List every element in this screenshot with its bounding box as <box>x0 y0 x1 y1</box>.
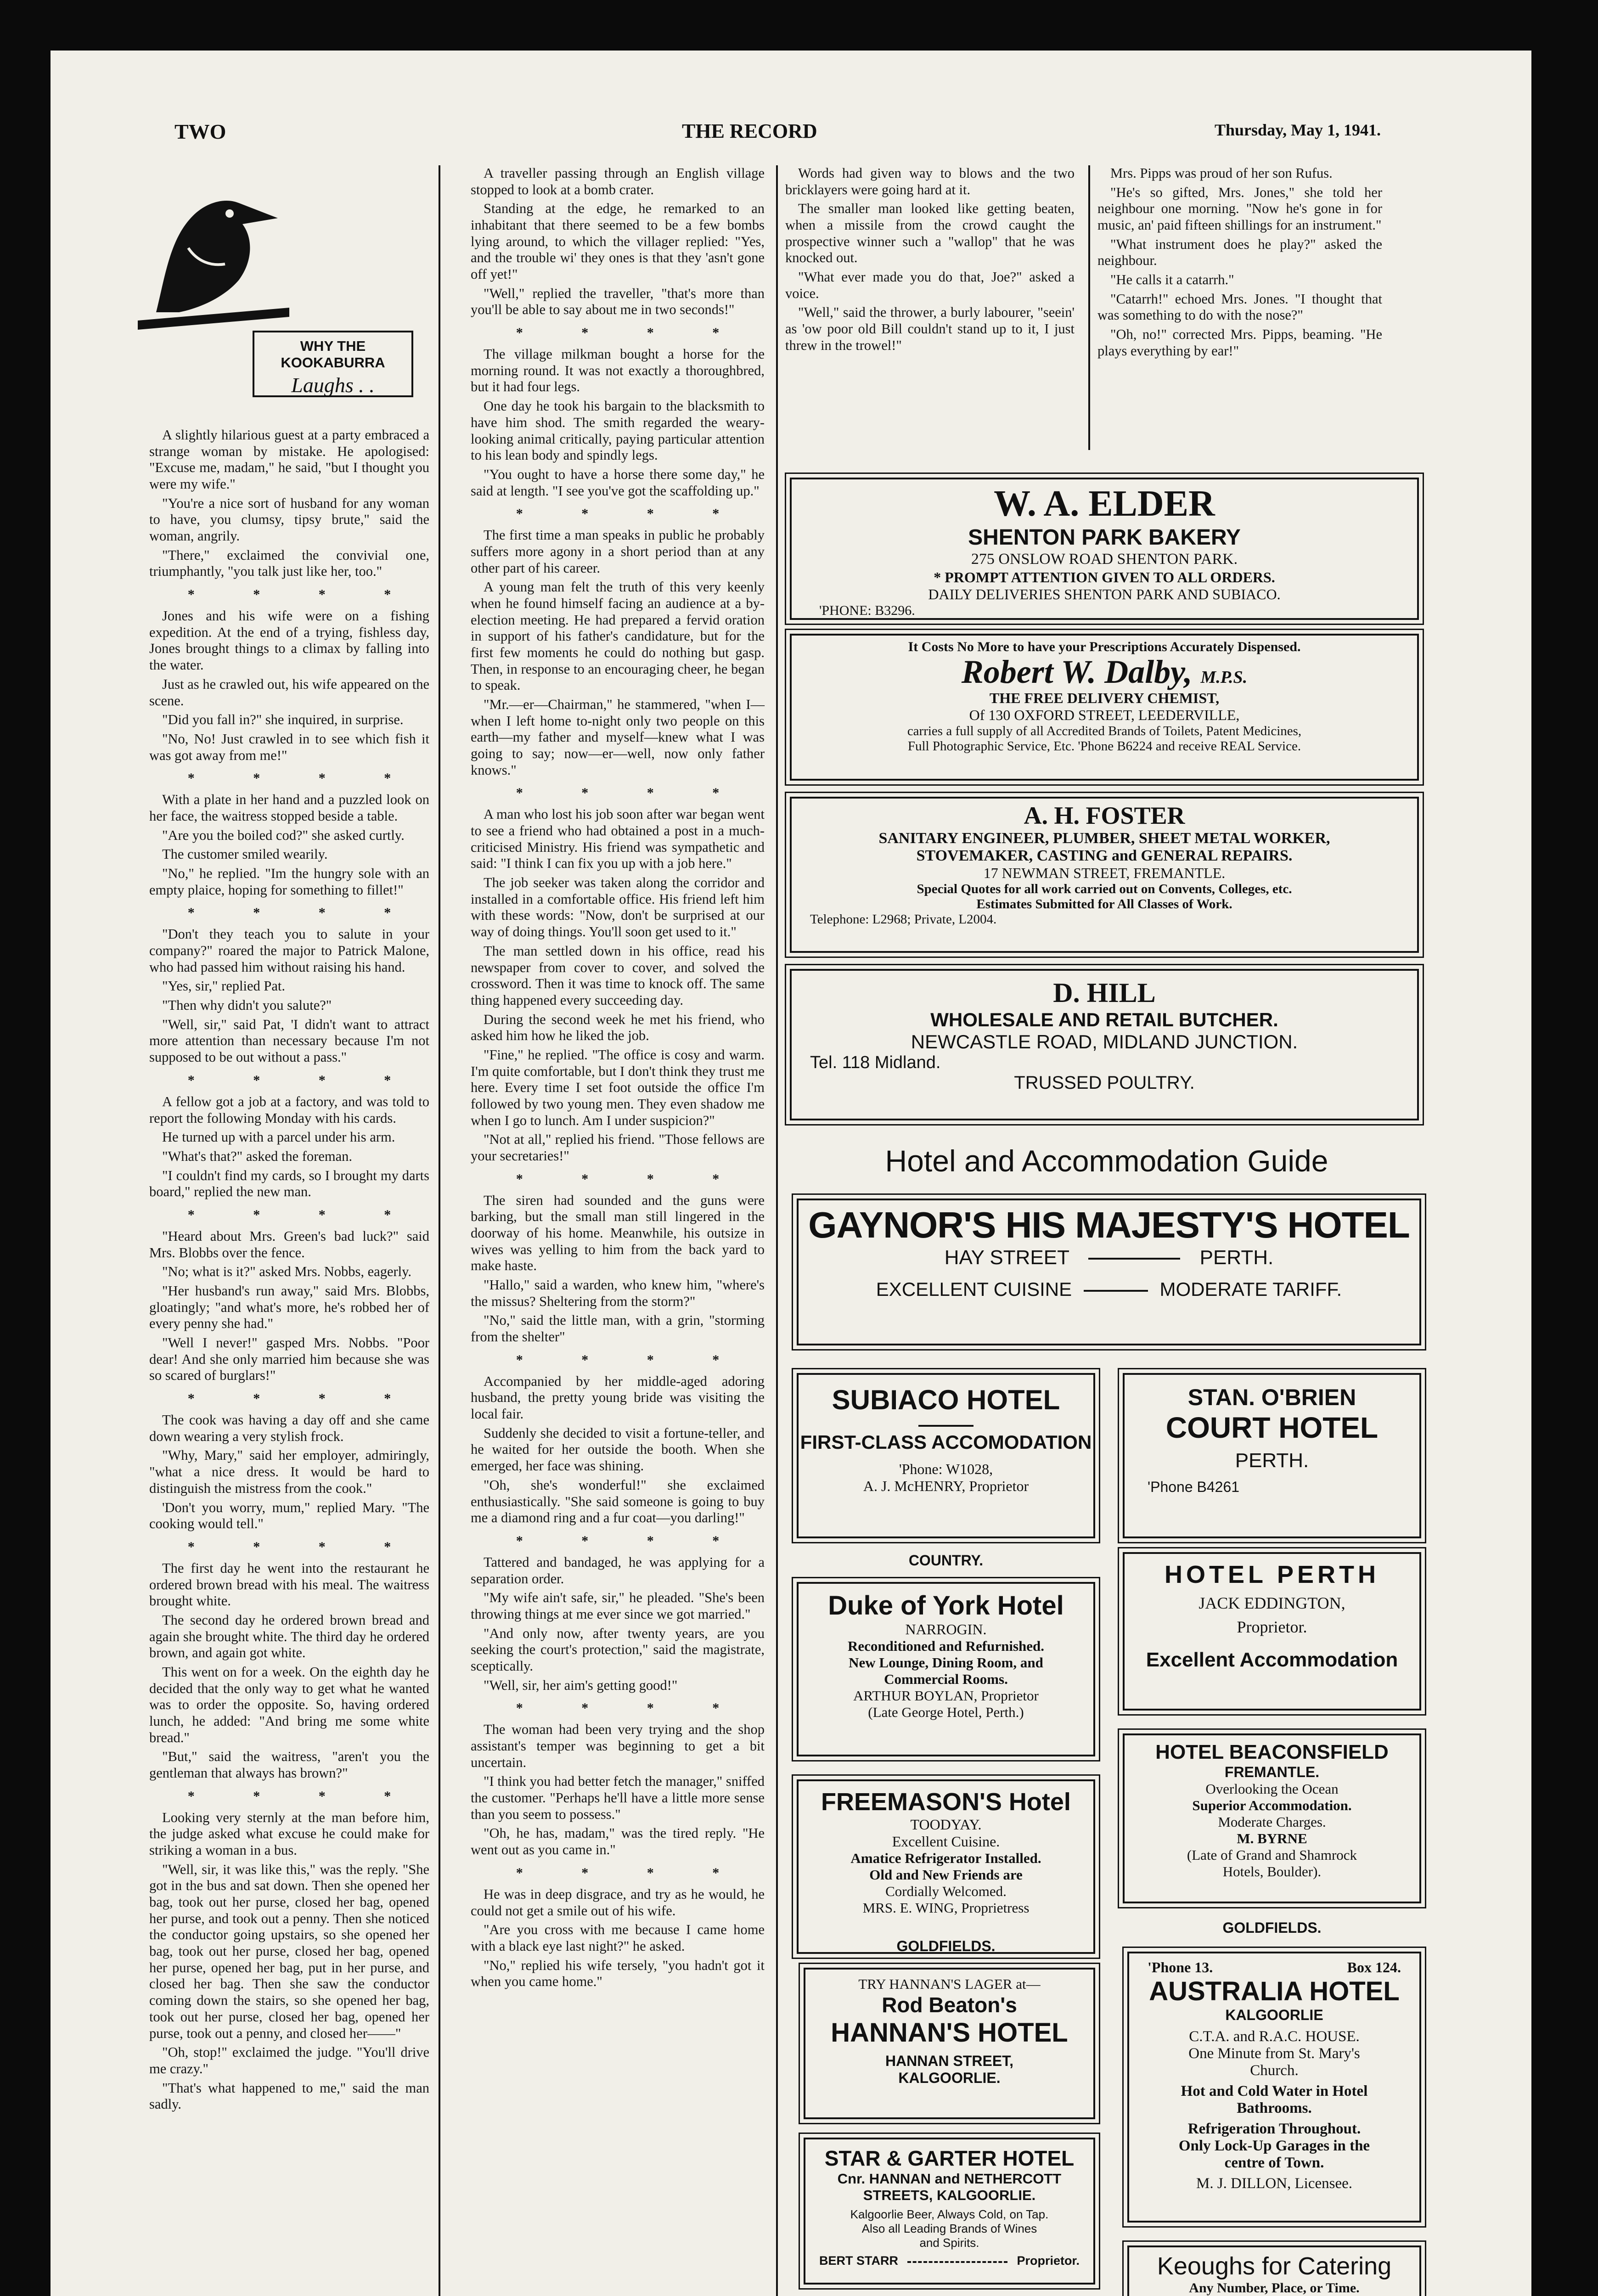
column-rule <box>776 165 778 2296</box>
paragraph: "Are you the boiled cod?" she asked curtly. <box>162 827 405 843</box>
paragraph: "And only now, after twenty years, are you seeking the court's protection," said the magistrate, sceptically. <box>471 1625 765 1674</box>
ad-beaconsfield-name: HOTEL BEACONSFIELD <box>1155 1741 1389 1763</box>
paragraph: "Why, Mary," said her employer, admiringly, "what a nice dress. It would be hard to distinguish the mistress from the cook." <box>149 1447 429 1496</box>
kookaburra-feature <box>133 174 418 409</box>
ad-perth-role: Proprietor. <box>1237 1618 1307 1636</box>
paragraph: "Well, sir, her aim's getting good!" <box>484 1677 678 1693</box>
ad-duke-line1: Reconditioned and Refurnished. <box>847 1638 1045 1654</box>
paragraph: A fellow got a job at a factory, and was told to report the following Monday with his cards. <box>149 1093 429 1126</box>
star-divider: * * * * <box>187 587 419 602</box>
paragraph: The village milkman bought a horse for the morning round. It was not exactly a thoroughbred, but it had four legs. <box>471 346 765 395</box>
ad-court-hotel <box>1123 1373 1421 1538</box>
ad-star-name: STAR & GARTER HOTEL <box>824 2146 1075 2170</box>
paragraph: "No, No! Just crawled in to see which fish it was got away from me!" <box>149 731 429 763</box>
ad-foster <box>790 797 1419 953</box>
paragraph: One day he took his bargain to the blacksmith to have him shod. The smith regarded the weary-looking animal critically, paying particular attention to his lean body and spindly legs. <box>471 398 765 463</box>
ad-star-role: Proprietor. <box>1017 2254 1080 2268</box>
ad-star-line4: Also all Leading Brands of Wines <box>861 2222 1037 2235</box>
guide-heading: Hotel and Accommodation Guide <box>885 1144 1328 1178</box>
paragraph: Jones and his wife were on a fishing expedition. At the end of a trying, fishless day, Jones brought things to a climax by falling into the water. <box>149 608 429 673</box>
paragraph: "That's what happened to me," said the man sadly. <box>149 2080 429 2112</box>
ad-gaynor-name: GAYNOR'S HIS MAJESTY'S HOTEL <box>808 1204 1410 1245</box>
ad-gaynor-city: PERTH. <box>1199 1246 1274 1269</box>
ad-subiaco-hotel <box>797 1373 1095 1538</box>
ad-dalby-quals: M.P.S. <box>1200 668 1248 687</box>
paragraph: "Oh, he has, madam," was the tired reply. "He went out as you came in." <box>471 1825 765 1858</box>
star-divider: * * * * <box>187 905 419 921</box>
star-divider: * * * * <box>516 1171 747 1187</box>
paragraph: "Fine," he replied. "The office is cosy and warm. I'm quite comfortable, but I don't think they trust me here. Every time I set foot outside the office I'm followed by two young men. They even shadow me when I go to lunch. Am I under suspicion?" <box>471 1047 765 1128</box>
ad-australia-line7: Only Lock-Up Garages in the <box>1178 2138 1370 2154</box>
paragraph: During the second week he met his friend, who asked him how he liked the job. <box>471 1011 765 1044</box>
paragraph: "Well, sir, it was like this," was the reply. "She got in the bus and sat down. Then she opened her bag, took out her purse, closed her bag, opened her purse, and took out a penny. Then she noticed the conductor going upstairs, so she opened her bag, took out her purse, closed her bag, opened her purse, opened her bag, put in her purse, and closed her bag. Then she saw the conductor coming down the stairs, so she opened her bag, took out her purse, closed her bag, opened her purse, took out a penny, and closed her——" <box>149 1861 429 2041</box>
ad-star-garter <box>804 2138 1095 2285</box>
ad-elder-address: 275 ONSLOW ROAD SHENTON PARK. <box>971 551 1238 568</box>
paragraph: This went on for a week. On the eighth day he decided that the only way to get what he wanted was to order the opposite. So, having ordered lunch, he added: "And bring me some white bread." <box>149 1664 429 1745</box>
ad-freemason-name: FREEMASON'S Hotel <box>821 1788 1071 1816</box>
star-divider: * * * * <box>516 325 747 341</box>
ad-beaconsfield-line3: Moderate Charges. <box>1218 1814 1326 1830</box>
kookaburra-title: WHY THE KOOKABURRA <box>281 338 385 371</box>
newspaper-page <box>51 51 1531 2296</box>
ad-dalby-line2: Full Photographic Service, Etc. 'Phone B6224 and receive REAL Service. <box>907 738 1301 754</box>
star-divider: * * * * <box>187 1072 419 1088</box>
paragraph: "Yes, sir," replied Pat. <box>162 978 285 994</box>
ad-star-owner: BERT STARR <box>819 2254 898 2268</box>
paragraph: Mrs. Pipps was proud of her son Rufus. <box>1110 165 1333 181</box>
ad-beaconsfield-line1: Overlooking the Ocean <box>1205 1781 1339 1797</box>
star-divider: * * * * <box>516 1533 747 1548</box>
paragraph: Standing at the edge, he remarked to an inhabitant that there seemed to be a few bombs lying around, to which the villager replied: "Yes, and the trouble wi' they ones is that they 'asn't gone off yet!" <box>471 201 765 282</box>
paragraph: A traveller passing through an English village stopped to look at a bomb crater. <box>471 165 765 197</box>
paragraph: "Well I never!" gasped Mrs. Nobbs. "Poor dear! And she only married him because she was so scared of burglars!" <box>149 1335 429 1384</box>
ad-hill <box>790 969 1419 1120</box>
ad-court-line1: STAN. O'BRIEN <box>1187 1384 1356 1410</box>
ad-australia-name: AUSTRALIA HOTEL <box>1149 1976 1400 2006</box>
paragraph: Tattered and bandaged, he was applying for a separation order. <box>471 1554 765 1587</box>
paragraph: The customer smiled wearily. <box>162 846 328 862</box>
paragraph: A young man felt the truth of this very keenly when he found himself facing an audience at a by-election meeting. He had prepared a fervid oration in support of his father's candidature, but for the first few moments he could do nothing but gasp. Then, in response to an encouraging cheer, he began to speak. <box>471 579 765 693</box>
paragraph: "I think you had better fetch the manager," sniffed the customer. "Perhaps he'll have a little more sense than you seem to possess." <box>471 1773 765 1822</box>
ad-hannans-hotel <box>804 1968 1095 2119</box>
kookaburra-icon <box>138 174 289 335</box>
ad-perth-owner: JACK EDDINGTON, <box>1198 1594 1345 1612</box>
paragraph: "Not at all," replied his friend. "Those fellows are your secretaries!" <box>471 1131 765 1164</box>
ad-court-name: COURT HOTEL <box>1165 1411 1379 1444</box>
paragraph: "Heard about Mrs. Green's bad luck?" said Mrs. Blobbs over the fence. <box>149 1228 429 1261</box>
paragraph: "Catarrh!" echoed Mrs. Jones. "I thought that was something to do with the nose?" <box>1097 291 1382 323</box>
ad-gaynor-street: HAY STREET <box>944 1246 1069 1269</box>
ad-australia-town: KALGOORLIE <box>1225 2007 1323 2023</box>
ad-dalby-name: Robert W. Dalby, <box>961 653 1193 690</box>
paragraph: "What instrument does he play?" asked the neighbour. <box>1097 236 1382 269</box>
ad-beaconsfield-line2: Superior Accommodation. <box>1192 1797 1352 1813</box>
paragraph: "Well, sir," said Pat, 'I didn't want to attract more attention than necessary because I'm not supposed to be out without a pass." <box>149 1016 429 1065</box>
kookaburra-subtitle: Laughs . . <box>291 373 375 397</box>
ad-beaconsfield <box>1123 1733 1421 1903</box>
ad-dalby-tagline: It Costs No More to have your Prescriptions Accurately Dispensed. <box>908 639 1301 654</box>
ad-elder-prompt: * PROMPT ATTENTION GIVEN TO ALL ORDERS. <box>934 568 1275 585</box>
ad-australia-phone: 'Phone 13. <box>1148 1959 1213 1975</box>
paragraph: "Oh, no!" corrected Mrs. Pipps, beaming. "He plays everything by ear!" <box>1097 326 1382 359</box>
paragraph: "You ought to have a horse there some day," he said at length. "I see you've got the scaffolding up." <box>471 466 765 499</box>
ad-freemason-line4: Cordially Welcomed. <box>885 1883 1007 1899</box>
ad-duke-proprietor: ARTHUR BOYLAN, Proprietor <box>853 1688 1039 1704</box>
ad-foster-address: 17 NEWMAN STREET, FREMANTLE. <box>983 865 1226 881</box>
goldfields-label-right: GOLDFIELDS. <box>1222 1919 1322 1936</box>
paragraph: With a plate in her hand and a puzzled look on her face, the waitress stopped beside a table. <box>149 792 429 824</box>
star-divider: * * * * <box>187 1207 419 1222</box>
ad-freemason-town: TOODYAY. <box>910 1816 982 1833</box>
paragraph: "Hallo," said a warden, who knew him, "where's the missus? Sheltering from the storm?" <box>471 1277 765 1309</box>
star-divider: * * * * <box>187 1539 419 1554</box>
paragraph: The smaller man looked like getting beaten, when a missile from the crowd caught the prospective winner such a "wallop" that he was knocked out. <box>785 201 1075 266</box>
ad-duke-note: (Late George Hotel, Perth.) <box>868 1704 1024 1720</box>
paragraph: A slightly hilarious guest at a party embraced a strange woman by mistake. He apologised: "Excuse me, madam," he said, "but I thought you were my wife." <box>149 427 429 492</box>
ad-elder <box>790 478 1419 620</box>
ad-hannans-street: HANNAN STREET, <box>885 2053 1014 2069</box>
star-divider: * * * * <box>187 771 419 786</box>
ad-duke-town: NARROGIN. <box>905 1621 987 1638</box>
paragraph: The man settled down in his office, read his newspaper from cover to cover, and solved the crossword. Then it was time to knock off. The same thing happened every succeeding day. <box>471 943 765 1008</box>
paragraph: A man who lost his job soon after war began went to see a friend who had obtained a post in a much-criticised Ministry. His friend was sympathetic and said: "I think I can fix you up with a job here." <box>471 806 765 872</box>
paragraph: The job seeker was taken along the corridor and installed in a comfortable office. His friend left him with these words: "Now, don't be surprised at our way of doing things. You'll soon get used to it." <box>471 875 765 940</box>
paragraph: "What ever made you do that, Joe?" asked a voice. <box>785 269 1075 301</box>
ad-star-line3: Kalgoorlie Beer, Always Cold, on Tap. <box>850 2207 1049 2221</box>
column-rule <box>1088 165 1090 450</box>
ad-beaconsfield-note1: (Late of Grand and Shamrock <box>1187 1847 1357 1863</box>
ad-duke-line2: New Lounge, Dining Room, and <box>849 1654 1043 1671</box>
ad-elder-business: SHENTON PARK BAKERY <box>968 525 1241 550</box>
paragraph: Just as he crawled out, his wife appeared on the scene. <box>149 676 429 709</box>
paragraph: "Are you cross with me because I came home with a black eye last night?" he asked. <box>471 1922 765 1954</box>
paragraph: "No," replied his wife tersely, "you hadn't got it when you came home." <box>471 1957 765 1990</box>
paragraph: He was in deep disgrace, and try as he would, he could not get a smile out of his wife. <box>471 1886 765 1919</box>
paragraph: The siren had sounded and the guns were barking, but the small man still lingered in the doorway of his home. Meanwhile, his outsize in wives was yelling to him from the back yard to make haste. <box>471 1192 765 1274</box>
ad-australia-hotel <box>1127 1952 1421 2223</box>
ad-perth-tag: Excellent Accommodation <box>1146 1649 1398 1671</box>
ad-australia-line1: C.T.A. and R.A.C. HOUSE. <box>1189 2028 1360 2045</box>
paragraph: "He calls it a catarrh." <box>1110 272 1234 288</box>
paragraph: "What's that?" asked the foreman. <box>162 1148 353 1164</box>
paragraph: The woman had been very trying and the shop assistant's temper was beginning to get a bit uncertain. <box>471 1722 765 1770</box>
ad-keoughs <box>1127 2245 1421 2296</box>
ad-elder-name: W. A. ELDER <box>994 484 1215 524</box>
ad-freemason-line3: Old and New Friends are <box>869 1867 1023 1883</box>
ad-australia-box: Box 124. <box>1347 1959 1401 1975</box>
ad-hill-line3: Tel. 118 Midland. <box>810 1053 941 1072</box>
paragraph: The first time a man speaks in public he probably suffers more agony in a short period than at any other part of his career. <box>471 527 765 576</box>
paragraph: "No," said the little man, with a grin, "storming from the shelter" <box>471 1312 765 1345</box>
ad-perth-name: HOTEL PERTH <box>1164 1561 1380 1588</box>
column-rule <box>439 165 440 2296</box>
paragraph: "You're a nice sort of husband for any woman to have, you clumsy, tipsy brute," said the woman, angrily. <box>149 495 429 544</box>
ad-freemason-line2: Amatice Refrigerator Installed. <box>850 1850 1041 1866</box>
paragraph: "No," he replied. "Im the hungry sole with an empty plaice, hoping for something to fillet!" <box>149 865 429 898</box>
ad-star-line5: and Spirits. <box>919 2236 979 2250</box>
ad-star-line2: STREETS, KALGOORLIE. <box>863 2187 1036 2203</box>
joke-column-1 <box>149 427 429 2116</box>
masthead: THE RECORD <box>682 120 817 142</box>
goldfields-label: GOLDFIELDS. <box>896 1938 996 1954</box>
ad-hannans-town: KALGOORLIE. <box>898 2070 1001 2086</box>
ad-subiaco-name: SUBIACO HOTEL <box>832 1384 1060 1415</box>
paragraph: "My wife ain't safe, sir," he pleaded. "She's been throwing things at me ever since we got married." <box>471 1590 765 1622</box>
ad-star-line1: Cnr. HANNAN and NETHERCOTT <box>837 2171 1062 2187</box>
ad-subiaco-sub: FIRST-CLASS ACCOMODATION <box>800 1431 1092 1453</box>
ad-australia-line3: Church. <box>1250 2062 1299 2079</box>
star-divider: * * * * <box>516 1700 747 1716</box>
joke-column-4 <box>1097 165 1382 362</box>
ad-elder-delivery: DAILY DELIVERIES SHENTON PARK AND SUBIACO. <box>928 585 1281 602</box>
ad-australia-line6: Refrigeration Throughout. <box>1187 2121 1361 2137</box>
star-divider: * * * * <box>187 1391 419 1407</box>
ad-australia-line5: Bathrooms. <box>1237 2100 1312 2116</box>
ad-foster-phone: Telephone: L2968; Private, L2004. <box>810 912 997 927</box>
ad-elder-phone: 'PHONE: B3296. <box>819 602 915 618</box>
paragraph: The cook was having a day off and she came down wearing a very stylish frock. <box>149 1412 429 1444</box>
paragraph: "Well," replied the traveller, "that's more than you'll be able to say about me in two seconds!" <box>471 285 765 318</box>
ad-subiaco-proprietor: A. J. McHENRY, Proprietor <box>863 1478 1029 1494</box>
star-divider: * * * * <box>516 1865 747 1880</box>
paragraph: Suddenly she decided to visit a fortune-teller, and he waited for her outside the booth. When she emerged, her face was shining. <box>471 1425 765 1474</box>
ad-court-city: PERTH. <box>1235 1449 1309 1472</box>
ad-subiaco-phone: 'Phone: W1028, <box>899 1461 993 1477</box>
star-divider: * * * * <box>187 1788 419 1804</box>
ad-foster-line4: Estimates Submitted for All Classes of Work. <box>976 897 1232 912</box>
ad-australia-owner: M. J. DILLON, Licensee. <box>1196 2175 1352 2192</box>
ad-hill-name: D. HILL <box>1053 978 1156 1008</box>
paragraph: "Then why didn't you salute?" <box>162 997 332 1013</box>
paragraph: "He's so gifted, Mrs. Jones," she told her neighbour one morning. "Now he's gone in for music, an' paid fifteen shillings for an instrument." <box>1097 184 1382 233</box>
star-divider: * * * * <box>516 785 747 801</box>
country-label: COUNTRY. <box>908 1552 984 1569</box>
paragraph: "Don't they teach you to salute in your company?" roared the major to Patrick Malone, who had passed him without raising his hand. <box>149 926 429 975</box>
ad-dalby-address: Of 130 OXFORD STREET, LEEDERVILLE, <box>969 706 1240 723</box>
ad-australia-line8: centre of Town. <box>1224 2155 1324 2171</box>
paragraph: "Mr.—er—Chairman," he stammered, "when I—when I left home to-night only two people on this earth—my father and myself—knew what I was going to say; now—er—well, now only father knows." <box>471 697 765 778</box>
star-divider: * * * * <box>516 506 747 522</box>
paragraph: The second day he ordered brown bread and again she brought white. The third day he ordered brown, and again got white. <box>149 1612 429 1661</box>
paragraph: He turned up with a parcel under his arm. <box>162 1129 395 1145</box>
ad-hill-line2: NEWCASTLE ROAD, MIDLAND JUNCTION. <box>911 1031 1298 1052</box>
ad-duke-line3: Commercial Rooms. <box>884 1671 1008 1687</box>
ad-beaconsfield-owner: M. BYRNE <box>1237 1830 1307 1846</box>
paragraph: "Her husband's run away," said Mrs. Blobbs, gloatingly; "and what's more, he's robbed her of every penny she had." <box>149 1283 429 1332</box>
paragraph: "There," exclaimed the convivial one, triumphantly, "you talk just like her, too." <box>149 547 429 580</box>
kookaburra-title-box <box>253 331 413 397</box>
ad-duke-name: Duke of York Hotel <box>828 1591 1064 1621</box>
ad-hill-line1: WHOLESALE AND RETAIL BUTCHER. <box>930 1009 1278 1030</box>
ad-beaconsfield-note2: Hotels, Boulder). <box>1222 1863 1322 1880</box>
ad-foster-line2: STOVEMAKER, CASTING and GENERAL REPAIRS. <box>916 847 1293 864</box>
ad-australia-line4: Hot and Cold Water in Hotel <box>1181 2083 1368 2099</box>
ad-hill-line4: TRUSSED POULTRY. <box>1014 1073 1195 1093</box>
paragraph: 'Don't you worry, mum," replied Mary. "The cooking would tell." <box>149 1499 429 1532</box>
paragraph: Accompanied by her middle-aged adoring husband, the pretty young bride was visiting the local fair. <box>471 1373 765 1422</box>
ad-keoughs-name: Keoughs for Catering <box>1157 2252 1392 2280</box>
ad-freemason-line1: Excellent Cuisine. <box>892 1833 1000 1850</box>
page-number: TWO <box>174 120 226 143</box>
ad-dalby-sub: THE FREE DELIVERY CHEMIST, <box>989 689 1220 706</box>
ad-gaynor-cuisine: EXCELLENT CUISINE <box>876 1278 1072 1300</box>
ad-hannans-name: HANNAN'S HOTEL <box>831 2018 1068 2048</box>
paragraph: "Oh, she's wonderful!" she exclaimed enthusiastically. "She said someone is going to buy me a diamond ring and a fur coat—you darling!" <box>471 1477 765 1526</box>
ad-foster-name: A. H. FOSTER <box>1024 802 1185 829</box>
star-divider: * * * * <box>516 1352 747 1367</box>
paragraph: "I couldn't find my cards, so I brought my darts board," replied the new man. <box>149 1167 429 1200</box>
ad-dalby <box>790 634 1419 781</box>
ad-dalby-line1: carries a full supply of all Accredited Brands of Toilets, Patent Medicines, <box>907 723 1302 738</box>
ad-beaconsfield-town: FREMANTLE. <box>1224 1764 1320 1780</box>
ad-freemason-proprietor: MRS. E. WING, Proprietress <box>862 1900 1030 1916</box>
ad-keoughs-line1: Any Number, Place, or Time. <box>1189 2280 1360 2296</box>
paragraph: "Oh, stop!" exclaimed the judge. "You'll drive me crazy." <box>149 2044 429 2077</box>
paragraph: "Well," said the thrower, a burly labourer, "seein' as 'ow poor old Bill couldn't stand up to it, I just threw in the trowel!" <box>785 304 1075 353</box>
paragraph: "But," said the waitress, "aren't you the gentleman that always has brown?" <box>149 1749 429 1781</box>
issue-date: Thursday, May 1, 1941. <box>1215 121 1381 139</box>
paragraph: "Did you fall in?" she inquired, in surprise. <box>162 712 404 728</box>
ad-gaynor <box>797 1199 1421 1345</box>
ad-court-phone: 'Phone B4261 <box>1148 1479 1240 1495</box>
joke-column-2 <box>471 165 765 1993</box>
ad-australia-line2: One Minute from St. Mary's <box>1188 2045 1360 2062</box>
ad-hannans-owner: Rod Beaton's <box>882 1993 1017 2017</box>
ad-freemason <box>797 1779 1095 1954</box>
ad-duke-of-york <box>797 1582 1095 1756</box>
paragraph: Looking very sternly at the man before him, the judge asked what excuse he could make for striking a woman in a bus. <box>149 1809 429 1858</box>
ad-hannans-line1: TRY HANNAN'S LAGER at— <box>858 1976 1041 1992</box>
ad-foster-line1: SANITARY ENGINEER, PLUMBER, SHEET METAL WORKER, <box>878 830 1330 847</box>
paragraph: Words had given way to blows and the two bricklayers were going hard at it. <box>785 165 1075 197</box>
ad-foster-line3: Special Quotes for all work carried out on Convents, Colleges, etc. <box>917 882 1292 896</box>
paragraph: "No; what is it?" asked Mrs. Nobbs, eagerly. <box>162 1264 412 1280</box>
ad-hotel-perth <box>1123 1552 1421 1711</box>
paragraph: The first day he went into the restaurant he ordered brown bread with his meal. The waitress brought white. <box>149 1560 429 1609</box>
ad-gaynor-tariff: MODERATE TARIFF. <box>1159 1278 1342 1300</box>
joke-column-3 <box>785 165 1075 356</box>
